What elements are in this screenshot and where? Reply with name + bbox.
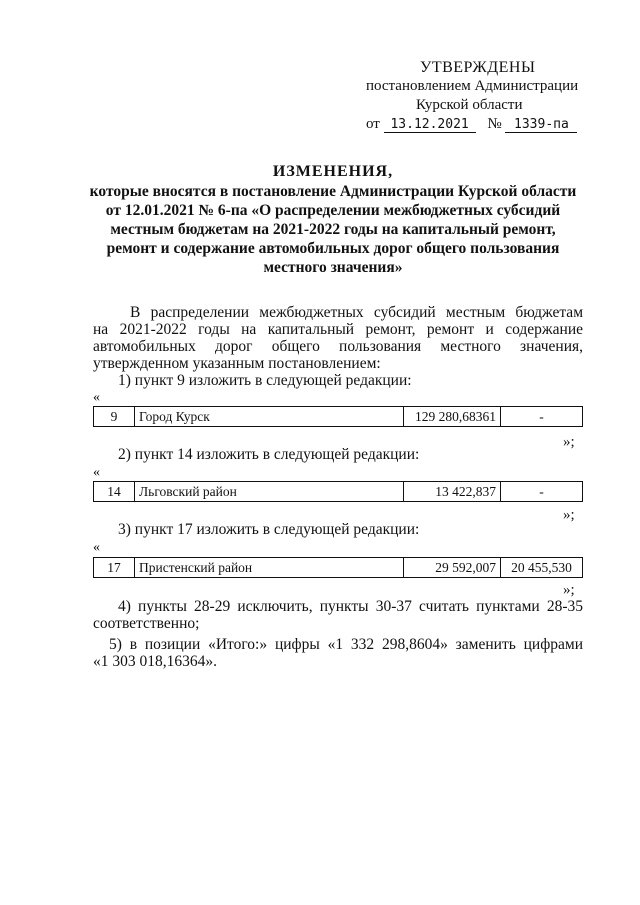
- table-row: [94, 482, 583, 502]
- document-heading: [70, 162, 596, 277]
- heading-title: ИЗМЕНЕНИЯ,: [272, 163, 394, 180]
- approval-block: [358, 58, 588, 134]
- approval-number: 1339-па: [505, 117, 577, 133]
- row-number: 17: [94, 558, 135, 578]
- row-municipality: Льговский район: [135, 482, 404, 502]
- table-row: [94, 558, 583, 578]
- approval-line-region: Курской области: [416, 97, 523, 113]
- approval-date-line: [358, 115, 588, 134]
- row-amount-2021: 13 422,837: [404, 482, 501, 502]
- heading-line: местным бюджетам на 2021-2022 годы на капитальный ремонт,: [110, 221, 556, 238]
- row-amount-2022: -: [501, 482, 583, 502]
- replacement-table-3: [93, 557, 583, 578]
- row-municipality: Город Курск: [135, 407, 404, 427]
- open-quote: «: [93, 465, 100, 480]
- heading-line: местного значения»: [263, 259, 403, 276]
- table-row: [94, 407, 583, 427]
- item-5-line: «1 303 018,16364».: [93, 653, 217, 670]
- heading-line: которые вносятся в постановление Администрации Курской области: [89, 183, 577, 200]
- item-4-paragraph: [93, 598, 583, 632]
- approval-from-label: от: [366, 116, 380, 132]
- replacement-table-2: [93, 481, 583, 502]
- approval-title: УТВЕРЖДЕНЫ: [420, 59, 536, 76]
- intro-line: В распределении межбюджетных субсидий местным бюджетам: [130, 304, 583, 321]
- row-amount-2022: -: [501, 407, 583, 427]
- close-quote: »;: [563, 507, 575, 523]
- open-quote: «: [93, 540, 100, 555]
- item-2-text: 2) пункт 14 изложить в следующей редакции:: [118, 446, 420, 463]
- row-amount-2021: 129 280,68361: [404, 407, 501, 427]
- item-3-text: 3) пункт 17 изложить в следующей редакции:: [118, 521, 420, 538]
- heading-line: от 12.01.2021 № 6-па «О распределении межбюджетных субсидий: [105, 202, 561, 219]
- replacement-table-1: [93, 406, 583, 427]
- item-1-text: 1) пункт 9 изложить в следующей редакции:: [118, 372, 412, 389]
- close-quote: »;: [563, 582, 575, 598]
- open-quote: «: [93, 390, 100, 405]
- intro-line: автомобильных дорог общего пользования местного значения,: [93, 338, 583, 355]
- close-quote: »;: [563, 434, 575, 450]
- intro-paragraph: [93, 304, 583, 372]
- approval-date: 13.12.2021: [384, 117, 476, 133]
- intro-line: утвержденном указанным постановлением:: [93, 355, 381, 372]
- approval-line-authority: постановлением Администрации: [366, 78, 579, 94]
- item-4-line: соответственно;: [93, 615, 200, 632]
- approval-number-label: №: [487, 116, 502, 132]
- row-municipality: Пристенский район: [135, 558, 404, 578]
- intro-line: на 2021-2022 годы на капитальный ремонт, ремонт и содержание: [93, 321, 583, 338]
- row-amount-2021: 29 592,007: [404, 558, 501, 578]
- heading-line: ремонт и содержание автомобильных дорог общего пользования: [106, 240, 560, 257]
- row-number: 9: [94, 407, 135, 427]
- item-5-line: 5) в позиции «Итого:» цифры «1 332 298,8604» заменить цифрами: [109, 636, 583, 653]
- item-5-paragraph: [93, 636, 583, 670]
- row-amount-2022: 20 455,530: [501, 558, 583, 578]
- row-number: 14: [94, 482, 135, 502]
- item-4-line: 4) пункты 28-29 исключить, пункты 30-37 считать пунктами 28-35: [118, 598, 583, 615]
